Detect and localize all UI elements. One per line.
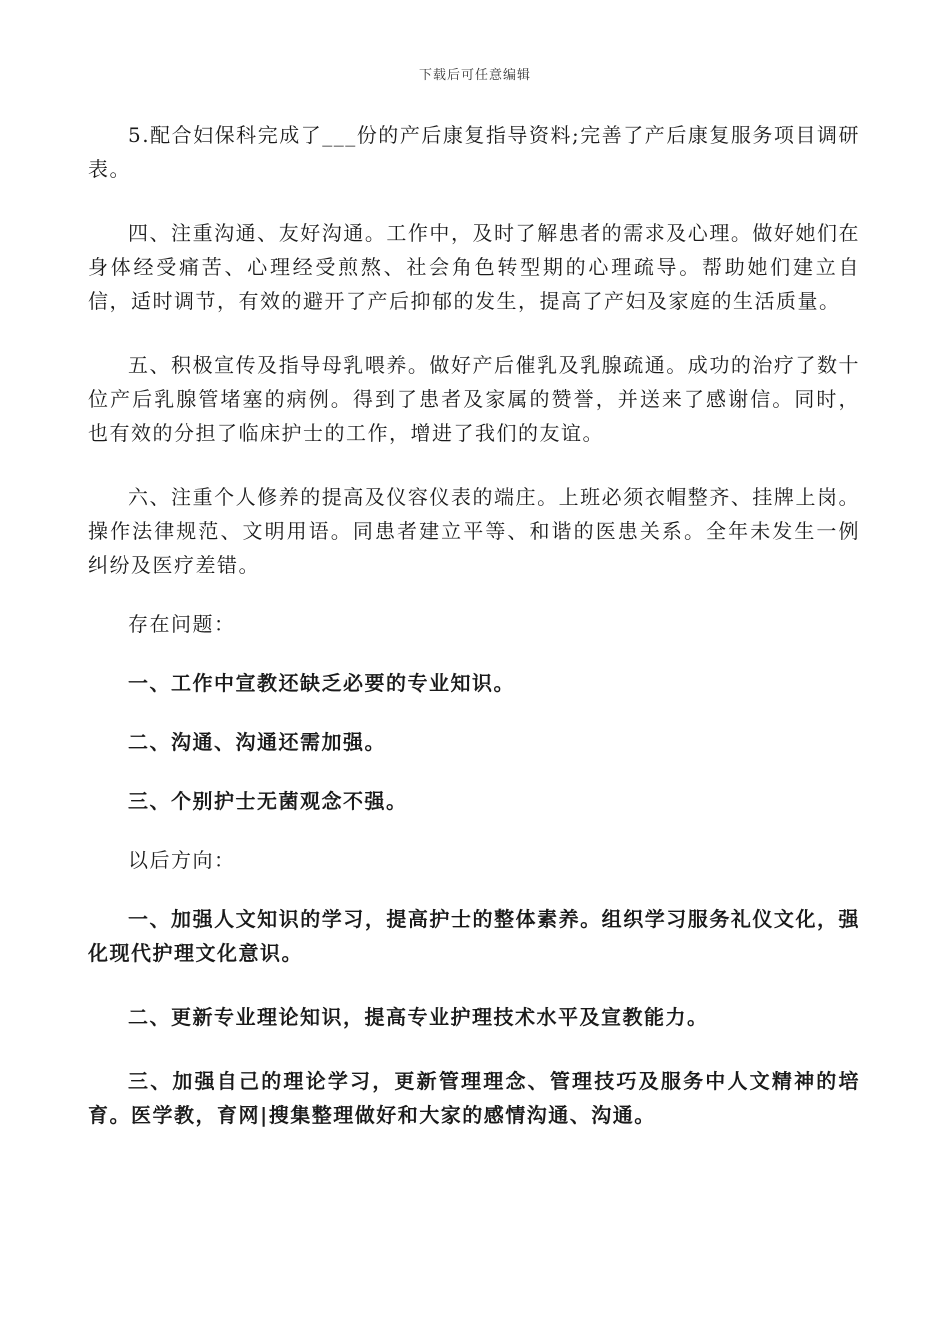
document-body (88, 118, 860, 1132)
direction-item-3: 三、加强自己的理论学习，更新管理理念、管理技巧及服务中人文精神的培育。医学教，育网|搜集整理做好和大家的感情沟通、沟通。 (88, 1069, 860, 1127)
paragraph-section-5: 五、积极宣传及指导母乳喂养。做好产后催乳及乳腺疏通。成功的治疗了数十位产后乳腺管堵塞的病例。得到了患者及家属的赞誉，并送来了感谢信。同时，也有效的分担了临床护士的工作，增进了我们的友谊。 (88, 353, 860, 445)
paragraph-section-6: 六、注重个人修养的提高及仪容仪表的端庄。上班必须衣帽整齐、挂牌上岗。操作法律规范、文明用语。同患者建立平等、和谐的医患关系。全年未发生一例纠纷及医疗差错。 (88, 485, 860, 577)
heading-future-direction: 以后方向： (128, 848, 236, 872)
page-header-note: 下载后可任意编辑 (418, 68, 531, 83)
direction-item-1: 一、加强人文知识的学习，提高护士的整体素养。组织学习服务礼仪文化，强化现代护理文化意识。 (88, 907, 860, 965)
problem-item-2: 二、沟通、沟通还需加强。 (128, 730, 386, 754)
paragraph-section-4: 四、注重沟通、友好沟通。工作中，及时了解患者的需求及心理。做好她们在身体经受痛苦、心理经受煎熬、社会角色转型期的心理疏导。帮助她们建立自信，适时调节，有效的避开了产后抑郁的发生，提高了产妇及家庭的生活质量。 (88, 221, 860, 313)
problem-item-3: 三、个别护士无菌观念不强。 (128, 789, 408, 813)
direction-item-2: 二、更新专业理论知识，提高专业护理技术水平及宣教能力。 (128, 1005, 709, 1029)
paragraph-item-5: 5.配合妇保科完成了___份的产后康复指导资料;完善了产后康复服务项目调研表。 (88, 123, 860, 181)
problem-item-1: 一、工作中宣教还缺乏必要的专业知识。 (128, 671, 515, 695)
heading-existing-problems: 存在问题： (128, 612, 236, 636)
